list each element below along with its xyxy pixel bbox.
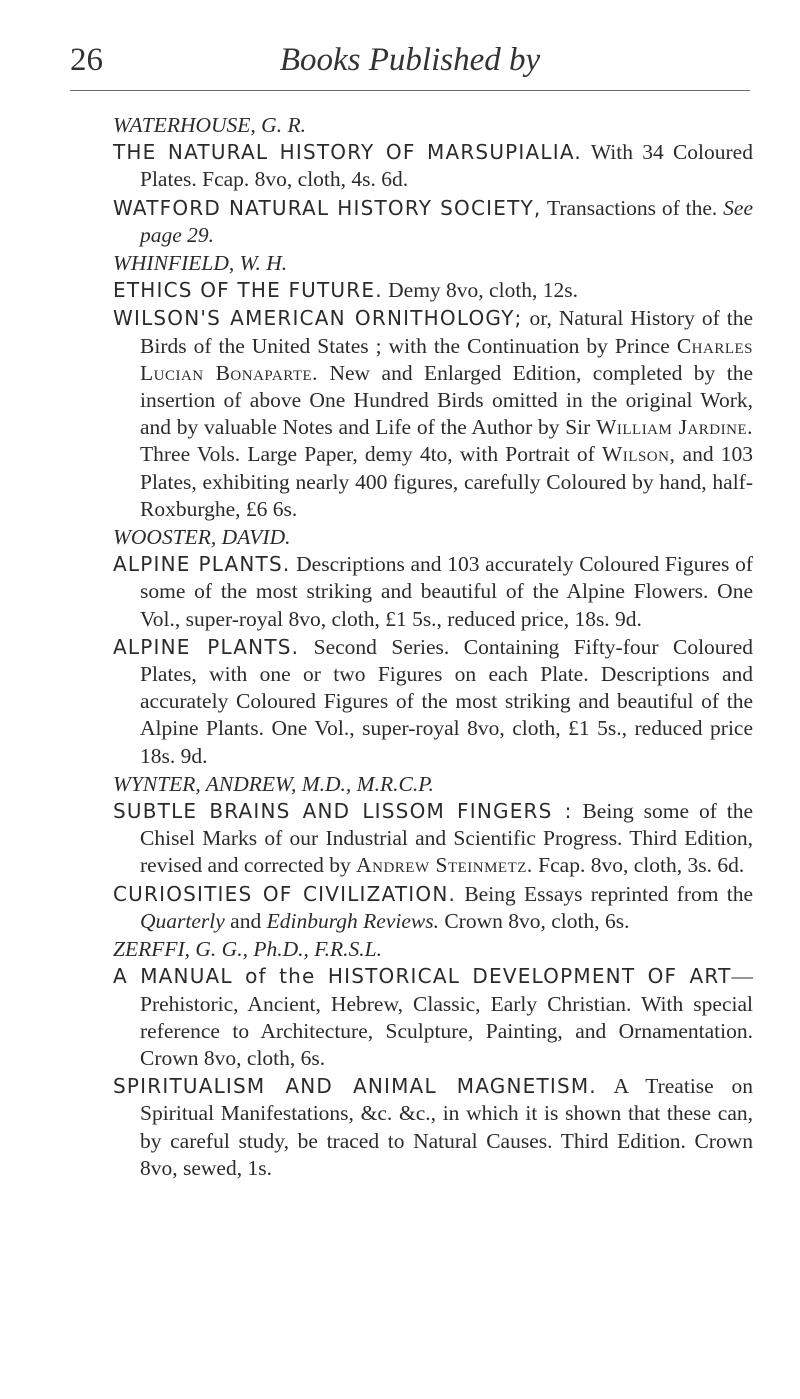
entry-description: Crown 8vo, cloth, 6s. (444, 908, 630, 933)
entry-description: Being Essays reprinted from the (464, 881, 753, 906)
entry-title: WATFORD NATURAL HISTORY SOCIETY, (113, 195, 542, 220)
catalogue-listing (113, 112, 753, 1183)
author-heading: WATERHOUSE, G. R. (113, 113, 306, 137)
catalogue-entry (113, 551, 753, 633)
person-name: Andrew Steinmetz. (356, 853, 533, 878)
entry-description: With 34 Coloured Plates. Fcap. 8vo, cloth, 4s. 6d. (140, 140, 753, 192)
entry-description: Demy 8vo, cloth, 12s. (388, 278, 579, 303)
author-heading: WOOSTER, DAVID. (113, 525, 291, 550)
entry-description: Descriptions and 103 accurately Coloured Figures of some of the most striking and beautiful of the Alpine Flowers. One Vol., super-royal 8vo, cloth, £1 5s., reduced price, 18s. 9d. (140, 552, 754, 631)
entry-description: Fcap. 8vo, cloth, 3s. 6d. (538, 853, 745, 878)
entry-title: CURIOSITIES OF CIVILIZATION. (113, 881, 457, 906)
entry-description: or, Natural History of the Birds of the United States ; with the Continuation by Prince (140, 306, 754, 358)
catalogue-entry (113, 195, 753, 249)
running-title: Books Published by (279, 42, 541, 78)
catalogue-entry (113, 798, 753, 880)
entry-title: ALPINE PLANTS. (113, 552, 291, 577)
person-name: William Jardine. (596, 415, 754, 440)
entry-description: A Treatise on Spiritual Manifestations, &c. &c., in which it is shown that these can, by careful study, be traced to Natural Causes. Third Edition. Crown 8vo, sewed, 1s. (140, 1074, 753, 1180)
entry-description: New and Enlarged Edition, completed by the insertion of above One Hundred Birds omitted in the original Work, and by valuable Notes and Life of the Author by Sir (140, 360, 754, 440)
catalogue-entry (113, 139, 753, 193)
page-header (70, 38, 750, 91)
periodical-name: Edinburgh Reviews. (266, 908, 439, 933)
catalogue-entry (113, 634, 753, 770)
periodical-name: Quarterly (140, 908, 225, 933)
catalogue-entry (113, 277, 753, 304)
person-name: Wilson, (602, 442, 676, 467)
page-number: 26 (70, 42, 103, 78)
person-name: Charles Lucian Bonaparte. (140, 333, 753, 385)
entry-title: THE NATURAL HISTORY OF MARSUPIALIA. (113, 140, 582, 165)
entry-description: Second Series. Containing Fifty-four Coloured Plates, with one or two Figures on each Plate. Descriptions and accurately Coloured Figures of the most striking and beautiful of the Alpine Plants. One Vol., super-royal 8vo, cloth, £1 5s., reduced price 18s. 9d. (140, 634, 753, 768)
entry-description: Being some of the Chisel Marks of our Industrial and Scientific Progress. Third Edition, revised and corrected by (140, 799, 754, 878)
catalogue-entry (113, 305, 753, 523)
entry-description: Transactions of the. (546, 195, 718, 220)
entry-title: SUBTLE BRAINS AND LISSOM FINGERS : (113, 799, 573, 824)
catalogue-entry (113, 963, 753, 1072)
entry-title: A MANUAL of the HISTORICAL DEVELOPMENT OF ART (113, 964, 732, 989)
author-heading: ZERFFI, G. G., Ph.D., F.R.S.L. (113, 937, 382, 962)
entry-title: SPIRITUALISM AND ANIMAL MAGNETISM. (113, 1074, 597, 1099)
catalogue-entry (113, 1073, 753, 1182)
catalogue-entry (113, 881, 753, 935)
entry-description: and 103 Plates, exhibiting nearly 400 figures, carefully Coloured by hand, half-Roxburghe, £6 6s. (140, 442, 754, 521)
cross-reference: See page 29. (140, 195, 753, 247)
author-heading: WHINFIELD, W. H. (113, 251, 288, 276)
entry-title: ALPINE PLANTS. (113, 634, 300, 659)
entry-description: —Prehistoric, Ancient, Hebrew, Classic, Early Christian. With special reference to Architecture, Sculpture, Painting, and Ornamentation. Crown 8vo, cloth, 6s. (140, 964, 753, 1070)
entry-description: Three Vols. Large Paper, demy 4to, with Portrait of (140, 442, 595, 467)
entry-title: WILSON'S AMERICAN ORNITHOLOGY; (113, 306, 523, 331)
entry-description: and (230, 908, 262, 933)
author-heading: WYNTER, ANDREW, M.D., M.R.C.P. (113, 771, 434, 796)
entry-title: ETHICS OF THE FUTURE. (113, 278, 383, 303)
